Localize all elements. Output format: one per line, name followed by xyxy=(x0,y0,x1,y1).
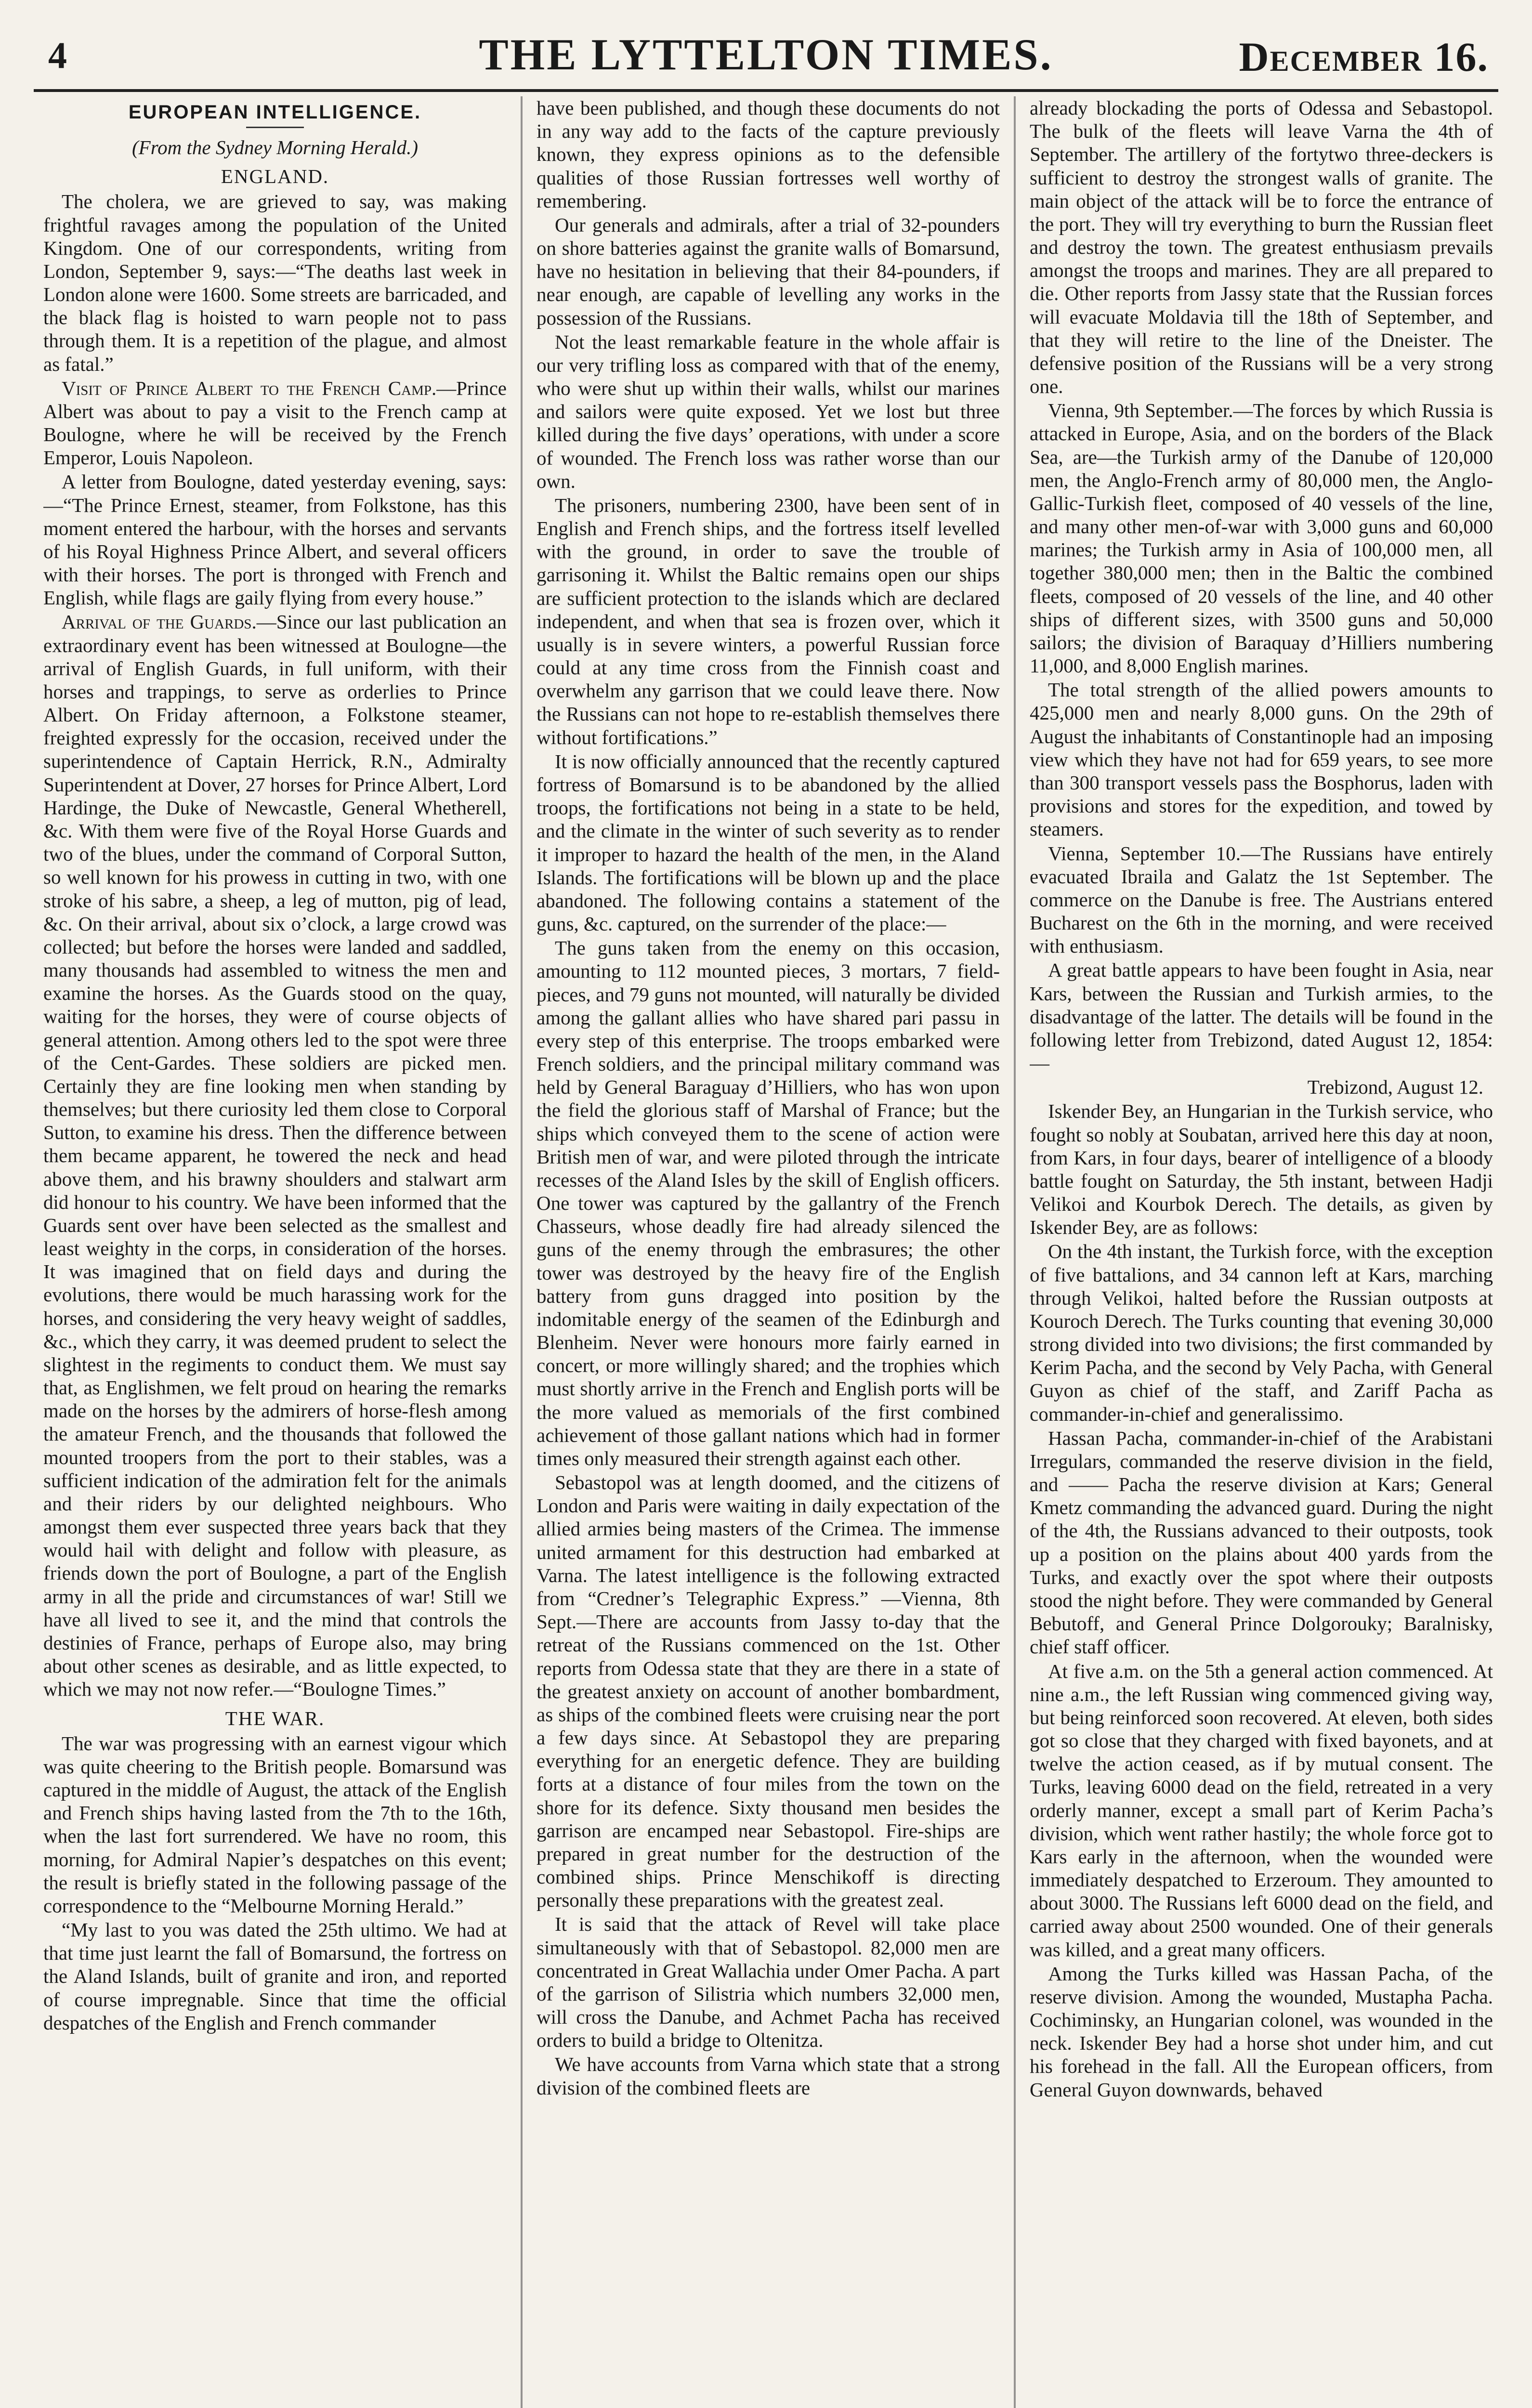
newspaper-title: THE LYTTELTON TIMES. xyxy=(479,30,1053,79)
heading-rule xyxy=(246,127,304,128)
paragraph-body: —Prince Albert was about to pay a visit to the French camp at Boulogne, where he will be received by the French Emperor, Louis Napoleon. xyxy=(43,377,507,469)
column-rule xyxy=(1014,96,1016,2408)
column-2 xyxy=(537,96,1000,2408)
paragraph: We have accounts from Varna which state that a strong division of the combined fleets are xyxy=(537,2053,1000,2099)
paragraph: It is said that the attack of Revel will take place simultaneously with that of Sebastopol. 82,000 men are concentrated in Great Wallachia under Omer Pacha. A part of the garrison of Silistria which numbers 32,000 men, will cross the Danube, and Achmet Pacha has received orders to build a bridge to Oltenitza. xyxy=(537,1913,1000,2052)
masthead xyxy=(34,29,1498,92)
source-credit: (From the Sydney Morning Herald.) xyxy=(132,136,418,158)
paragraph: Hassan Pacha, commander-in-chief of the Arabistani Irregulars, commanded the reserve division in the field, and —— Pacha the reserve division at Kars; General Kmetz commanding the advanced guard. During the night of the 4th, the Russians advanced to their outposts, took up a position on the plains about 400 yards from the Turks, and exactly over the spot where their outposts stood the night before. They were commanded by General Bebutoff, and General Prince Dolgorouky; Baralnisky, chief staff officer. xyxy=(1030,1426,1493,1658)
paragraph: A great battle appears to have been fought in Asia, near Kars, between the Russian and Turkish armies, to the disadvantage of the latter. The details will be found in the following letter from Trebizond, dated August 12, 1854:— xyxy=(1030,959,1493,1074)
paragraph: The guns taken from the enemy on this occasion, amounting to 112 mounted pieces, 3 mortars, 7 field-pieces, and 79 guns not mounted, will naturally be divided among the gallant allies who have shared pari passu in every step of this enterprise. The troops embarked were French soldiers, and the principal military command was held by General Baraguay d’Hilliers, who has won upon the field the glorious staff of Marshal of France; but the ships which conveyed them to the scene of action were British men of war, and were piloted through the intricate recesses of the Aland Isles by the skill of English officers. One tower was captured by the gallantry of the French Chasseurs, whose deadly fire had already silenced the guns of the enemy through the embrasures; the other tower was destroyed by the heavy fire of the English battery from guns dragged into position by the indomitable energy of the seamen of the Edinburgh and Blenheim. Never were honours more fairly earned in concert, or more willingly shared; and the trophies which must shortly arrive in the French and English ports will be the more valued as memorials of the first combined achievement of those gallant nations which had in former times only measured their strength against each other. xyxy=(537,937,1000,1469)
columns xyxy=(43,96,1493,2408)
paragraph xyxy=(43,610,507,1701)
paragraph: On the 4th instant, the Turkish force, with the exception of five battalions, and 34 cannon left at Kars, marching through Velikoi, halted before the Russian outposts at Kouroch Derech. The Turks counting that evening 30,000 strong divided into two divisions; the first commanded by Kerim Pacha, and the second by Vely Pacha, with General Guyon as chief of the staff, and Zariff Pacha as commander-in-chief and generalissimo. xyxy=(1030,1240,1493,1425)
paragraph: Vienna, September 10.—The Russians have entirely evacuated Ibraila and Galatz the 1st September. The commerce on the Danube is free. The Austrians entered Bucharest on the 6th in the morning, and were received with enthusiasm. xyxy=(1030,842,1493,957)
paragraph: The cholera, we are grieved to say, was making frightful ravages among the population of the United Kingdom. One of our correspondents, writing from London, September 9, says:—“The deaths last week in London alone were 1600. Some streets are barricaded, and the black flag is hoisted to warn people not to pass through them. It is a repetition of the plague, and almost as fatal.” xyxy=(43,190,507,375)
paragraph-lead: Arrival of the Guards. xyxy=(62,611,257,633)
section-heading: EUROPEAN INTELLIGENCE. xyxy=(128,102,422,123)
paragraph: The war was progressing with an earnest vigour which was quite cheering to the British people. Bomarsund was captured in the middle of August, the attack of the English and French ships having lasted from the 7th to the 16th, when the last fort surrendered. We have no room, this morning, for Admiral Napier’s despatches on this event; the result is briefly stated in the following passage of the correspondence to the “Melbourne Morning Herald.” xyxy=(43,1732,507,1917)
paragraph xyxy=(43,377,507,470)
paragraph-lead: Visit of Prince Albert to the French Camp. xyxy=(62,377,437,399)
paragraph: The total strength of the allied powers amounts to 425,000 men and nearly 8,000 guns. On the 29th of August the inhabitants of Constantinople had an imposing view which they have not had for 659 years, to see more than 300 transport vessels pass the Bosphorus, laden with provisions and stores for the expedition, and towed by steamers. xyxy=(1030,679,1493,840)
column-1 xyxy=(43,96,507,2408)
paragraph: Vienna, 9th September.—The forces by which Russia is attacked in Europe, Asia, and on the borders of the Black Sea, are—the Turkish army of the Danube of 120,000 men, the Anglo-French army of 80,000 men, the Anglo-Gallic-Turkish fleet, composed of 40 vessels of the line, and many other men-of-war with 3,000 guns and 60,000 marines; the Turkish army in Asia of 100,000 men, all together 380,000 men; then in the Baltic the combined fleets, composed of 20 vessels of the line, and 40 other ships of different sizes, with 3500 guns and 50,000 sailors; the division of Baraquay d’Hilliers numbering 11,000, and 8,000 English marines. xyxy=(1030,399,1493,677)
issue-date: December 16. xyxy=(1239,34,1489,80)
subheading-england: ENGLAND. xyxy=(221,165,329,188)
paragraph: Our generals and admirals, after a trial of 32-pounders on shore batteries against the granite walls of Bomarsund, have no hesitation in believing that their 84-pounders, if near enough, are capable of levelling any works in the possession of the Russians. xyxy=(537,213,1000,329)
paragraph: “My last to you was dated the 25th ultimo. We had at that time just learnt the fall of Bomarsund, the fortress on the Aland Islands, built of granite and iron, and reported of course impregnable. Since that time the official despatches of the English and French commander xyxy=(43,1919,507,2034)
paragraph: Iskender Bey, an Hungarian in the Turkish service, who fought so nobly at Soubatan, arrived here this day at noon, from Kars, in four days, bearer of intelligence of a bloody battle fought on Saturday, the 5th instant, between Hadji Velikoi and Kourbok Derech. The details, as given by Iskender Bey, are as follows: xyxy=(1030,1100,1493,1239)
page-number: 4 xyxy=(48,34,67,76)
column-rule xyxy=(521,96,523,2408)
subheading-the-war: THE WAR. xyxy=(225,1707,325,1729)
paragraph: Not the least remarkable feature in the whole affair is our very trifling loss as compared with that of the enemy, who were shut up within their walls, whilst our marines and sailors were quite exposed. Yet we lost but three killed during the five days’ operations, with under a score of wounded. The French loss was rather worse than our own. xyxy=(537,330,1000,492)
column-3 xyxy=(1030,96,1493,2408)
dateline: Trebizond, August 12. xyxy=(1307,1076,1483,1099)
paragraph: have been published, and though these documents do not in any way add to the facts of the capture previously known, they express opinions as to the defensible qualities of those Russian fortresses well worthy of remembering. xyxy=(537,97,1000,212)
paragraph: Sebastopol was at length doomed, and the citizens of London and Paris were waiting in daily expectation of the allied armies being masters of the Crimea. The immense united armament for this destruction had embarked at Varna. The latest intelligence is the following extracted from “Credner’s Telegraphic Express.” —Vienna, 8th Sept.—There are accounts from Jassy to-day that the retreat of the Russians commenced on the 1st. Other reports from Odessa state that they are there in a state of the greatest anxiety on account of another bombardment, as ships of the combined fleets were cruising near the port a few days since. At Sebastopol they are preparing everything for an energetic defence. They are building forts at a distance of four miles from the town on the shore for its defence. Sixty thousand men besides the garrison are encamped near Sebastopol. Fire-ships are prepared in great number for the destruction of the combined ships. Prince Menschikoff is directing personally these preparations with the greatest zeal. xyxy=(537,1471,1000,1911)
paragraph: At five a.m. on the 5th a general action commenced. At nine a.m., the left Russian wing commenced giving way, but being reinforced soon recovered. At eleven, both sides got so close that they charged with fixed bayonets, and at twelve the action ceased, as if by mutual consent. The Turks, leaving 6000 dead on the field, retreated in a very orderly manner, except a small part of Kerim Pacha’s division, which went rather hastily; the whole force got to Kars early in the afternoon, when the wounded were immediately despatched to Erzeroum. They amounted to about 3000. The Russians left 6000 dead on the field, and carried away about 2500 wounded. One of their generals was killed, and a great many officers. xyxy=(1030,1660,1493,1961)
paragraph-body: —Since our last publication an extraordinary event has been witnessed at Boulogne—the arrival of English Guards, in full uniform, with their horses and trappings, to serve as orderlies to Prince Albert. On Friday afternoon, a Folkstone steamer, freighted expressly for the occasion, received under the superintendence of Captain Herrick, R.N., Admiralty Superintendent at Dover, 27 horses for Prince Albert, Lord Hardinge, the Duke of Newcastle, General Whetherell, &c. With them were five of the Royal Horse Guards and two of the blues, under the command of Corporal Sutton, so well known for his prowess in cutting in two, with one stroke of his sabre, a sheep, a leg of mutton, pig of lead, &c. On their arrival, about six o’clock, a large crowd was collected; but before the horses were landed and saddled, many thousands had assembled to witness the men and examine the horses. As the Guards stood on the quay, waiting for the horses, they were of course objects of general attention. Among others led to the spot were three of the Cent-Gardes. These soldiers are picked men. Certainly they are fine looking men when standing by themselves; but there curiosity led them close to Corporal Sutton, to examine his dress. Then the difference between them became apparent, he towered the neck and head above them, and his brawny shoulders and stalwart arm did honour to his country. We have been informed that the Guards sent over have been selected as the smallest and least weighty in the corps, in consideration of the horses. It was imagined that on field days and during the evolutions, there would be much harassing work for the horses, and considering the very heavy weight of saddles, &c., which they carry, it was deemed prudent to select the slightest in the regiments to conduct them. We must say that, as Englishmen, we felt proud on hearing the remarks made on the horses by the admirers of horse-flesh among the amateur French, and the thousands that followed the mounted troopers from the port to their stables, was a sufficient indication of the admiration felt for the animals and their riders by our delighted neighbours. Who amongst them ever suspected three years back that they would hail with delight and follow with pleasure, as friends down the port of Boulogne, a part of the English army in all the pride and circumstances of war! Still we have all lived to see it, and the mind that controls the destinies of France, perhaps of Europe also, may bring about other scenes as desirable, and as little expected, to which we may not now refer.—“Boulogne Times.” xyxy=(43,611,507,1701)
paragraph: Among the Turks killed was Hassan Pacha, of the reserve division. Among the wounded, Mustapha Pacha. Cochiminsky, an Hungarian colonel, was wounded in the neck. Iskender Bey had a horse shot under him, and cut his forehead in the fall. All the European officers, from General Guyon downwards, behaved xyxy=(1030,1962,1493,2101)
paragraph: The prisoners, numbering 2300, have been sent of in English and French ships, and the fortress itself levelled with the ground, in order to save the trouble of garrisoning it. Whilst the Baltic remains open our ships are sufficient protection to the islands which are declared independent, and when that sea is frozen over, which it usually is in severe winters, a powerful Russian force could at any time cross from the Finnish coast and overwhelm any garrison that we could leave there. Now the Russians can not hope to re-establish themselves there without fortifications.” xyxy=(537,494,1000,748)
paragraph: It is now officially announced that the recently captured fortress of Bomarsund is to be abandoned by the allied troops, the fortifications not being in a state to be held, and the climate in the winter of such severity as to render it improper to hazard the health of the men, in the Aland Islands. The fortifications will be blown up and the place abandoned. The following contains a statement of the guns, &c. captured, on the surrender of the place:— xyxy=(537,750,1000,935)
paragraph: A letter from Boulogne, dated yesterday evening, says:—“The Prince Ernest, steamer, from Folkstone, has this moment entered the harbour, with the horses and servants of his Royal Highness Prince Albert, and several officers with their horses. The port is thronged with French and English, while flags are gaily flying from every house.” xyxy=(43,471,507,609)
paragraph: already blockading the ports of Odessa and Sebastopol. The bulk of the fleets will leave Varna the 4th of September. The artillery of the fortytwo three-deckers is sufficient to destroy the strongest walls of granite. The main object of the attack will be to force the entrance of the port. They will try everything to burn the Russian fleet and destroy the town. The greatest enthusiasm prevails amongst the troops and marines. They are all prepared to die. Other reports from Jassy state that the Russian forces will evacuate Moldavia till the 18th of September, and that they will retire to the line of the Dneister. The defensive position of the Russians will be a very strong one. xyxy=(1030,97,1493,398)
